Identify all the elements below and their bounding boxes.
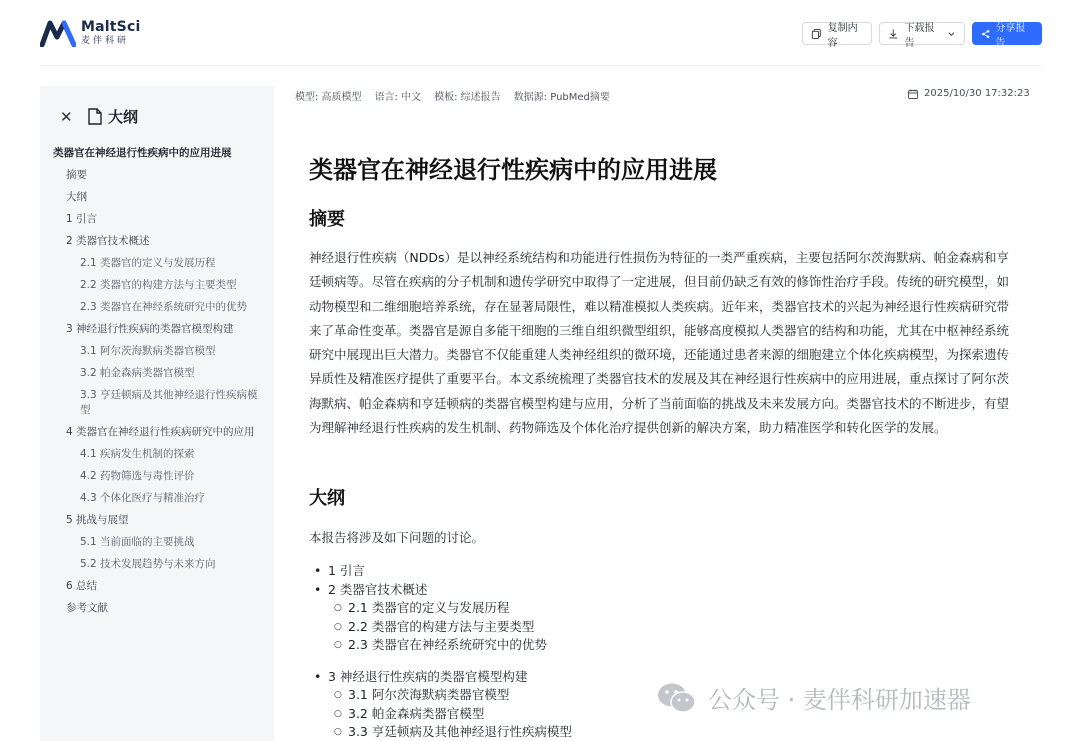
outline-content-item [314,599,714,618]
outline-content-item [314,581,714,600]
outline-content-label: • 3 神经退行性疾病的类器官模型构建 [328,668,528,684]
sidebar-outline-item[interactable]: 5.2 技术发展趋势与未来方向 [80,558,216,570]
outline-content-item [314,668,714,687]
outline-content-label: ○ 3.3 亨廷顿病及其他神经退行性疾病模型 [348,724,572,739]
sidebar-outline-item[interactable]: 类器官在神经退行性疾病中的应用进展 [53,147,232,159]
download-icon [888,28,898,40]
app-header [0,0,1080,66]
wechat-icon [656,681,698,715]
outline-sidebar [40,86,274,741]
outline-content-label: ○ 3.2 帕金森病类器官模型 [348,705,485,721]
meta-source: 数据源: PubMed摘要 [513,92,610,103]
sidebar-outline-item[interactable]: 2.1 类器官的定义与发展历程 [80,257,216,269]
sidebar-outline-item[interactable]: 3.2 帕金森病类器官模型 [80,367,195,379]
abstract-text: 神经退行性疾病（NDDs）是以神经系统结构和功能进行性损伤为特征的一类严重疾病，主要包括阿尔茨海默病、帕金森病和亨廷顿病等。尽管在疾病的分子机制和遗传学研究中取得了一定进展，但目前仍缺乏有效的修饰性治疗手段。传统的研究模型，如动物模型和二维细胞培养系统，存在显著局限性，难以精准模拟人类疾病。近年来，类器官技术的兴起为神经退行性疾病研究带来了革命性变革。类器官是源自多能干细胞的三维自组织微型组织，能够高度模拟人类器官的结构和功能，尤其在中枢神经系统研究中展现出巨大潜力。类器官不仅能重建人类神经组织的微环境，还能通过患者来源的细胞建立个体化疾病模型，为探索遗传异质性及精准医疗提供了重要平台。本文系统梳理了类器官技术的发展及其在神经退行性疾病中的应用进展，重点探讨了阿尔茨海默病、帕金森病和亨廷顿病的类器官模型构建与应用，分析了当前面临的挑战及未来发展方向。类器官技术的不断进步，有望为理解神经退行性疾病的发生机制、药物筛选及个体化治疗提供创新的解决方案，助力精准医学和转化医学的发展。 [309,250,1010,436]
sidebar-outline-item[interactable]: 4 类器官在神经退行性疾病研究中的应用 [66,426,255,438]
report-title: 类器官在神经退行性疾病中的应用进展 [309,156,717,184]
outline-intro: 本报告将涉及如下问题的讨论。 [309,530,485,545]
sidebar-outline-item[interactable]: 大纲 [66,191,87,203]
datetime-text: 2025/10/30 17:32:23 [924,88,1030,99]
outline-content-list [314,562,714,741]
logo-text-en: MaltSci [81,19,141,35]
outline-content-label: • 2 类器官技术概述 [328,581,428,597]
sidebar-title: 大纲 [108,108,139,126]
outline-content-label: • 1 引言 [328,563,365,578]
logo-text-cn: 麦伴科研 [81,36,130,46]
sidebar-header [60,106,138,127]
sidebar-outline-item[interactable]: 3 神经退行性疾病的类器官模型构建 [66,323,234,335]
sidebar-outline-item[interactable]: 4.2 药物筛选与毒性评价 [80,470,195,482]
close-icon[interactable]: ✕ [60,107,73,126]
sidebar-outline-item[interactable]: 1 引言 [66,213,98,225]
meta-template: 模板: 综述报告 [434,92,501,103]
watermark-text: 公众号 · 麦伴科研加速器 [708,686,971,714]
outline-heading: 大纲 [309,488,345,509]
copy-content-button[interactable] [802,22,872,49]
meta-model: 模型: 高质模型 [295,92,362,103]
outline-content-item [314,705,714,724]
sidebar-outline-item[interactable]: 5.1 当前面临的主要挑战 [80,536,195,548]
outline-list [40,146,274,623]
sidebar-outline-item[interactable]: 3.1 阿尔茨海默病类器官模型 [80,345,216,357]
outline-content-label: ○ 2.3 类器官在神经系统研究中的优势 [348,637,547,652]
report-datetime [908,88,1030,99]
sidebar-outline-item[interactable]: 2 类器官技术概述 [66,235,150,247]
sidebar-outline-item[interactable]: 4.3 个体化医疗与精准治疗 [80,492,206,504]
sidebar-outline-item[interactable]: 2.2 类器官的构建方法与主要类型 [80,279,237,291]
share-report-label: 分享报告 [995,22,1026,49]
outline-content-label: ○ 2.1 类器官的定义与发展历程 [348,600,510,615]
document-icon [88,108,102,125]
outline-content-item [314,636,714,655]
download-report-label: 下载报告 [904,22,935,49]
sidebar-outline-item[interactable]: 3.3 亨廷顿病及其他神经退行性疾病模型 [80,389,258,416]
maltsci-logo[interactable] [40,19,140,47]
wechat-watermark [656,680,971,715]
copy-content-label: 复制内容 [827,22,858,49]
outline-content-item [314,618,714,637]
abstract-heading: 摘要 [309,209,345,230]
outline-content-label: ○ 3.1 阿尔茨海默病类器官模型 [348,687,510,702]
sidebar-outline-item[interactable]: 6 总结 [66,580,98,592]
sidebar-outline-item[interactable]: 参考文献 [66,602,108,614]
chevron-down-icon [947,29,956,39]
report-meta [295,88,610,103]
sidebar-outline-item[interactable]: 5 挑战与展望 [66,514,129,526]
share-report-button[interactable] [972,22,1042,49]
outline-content-label: ○ 2.2 类器官的构建方法与主要类型 [348,618,535,634]
copy-icon [811,28,822,40]
meta-language: 语言: 中文 [374,92,422,103]
outline-content-item [314,562,714,581]
sidebar-outline-item[interactable]: 4.1 疾病发生机制的探索 [80,448,195,460]
outline-content-item [314,723,714,741]
share-icon [981,29,990,39]
calendar-icon [908,89,918,99]
sidebar-outline-item[interactable]: 2.3 类器官在神经系统研究中的优势 [80,301,248,313]
logo-mark-icon [40,19,76,47]
sidebar-outline-item[interactable]: 摘要 [66,169,87,181]
outline-content-item [314,686,714,705]
header-divider [40,65,1042,66]
download-report-button[interactable] [879,22,965,49]
